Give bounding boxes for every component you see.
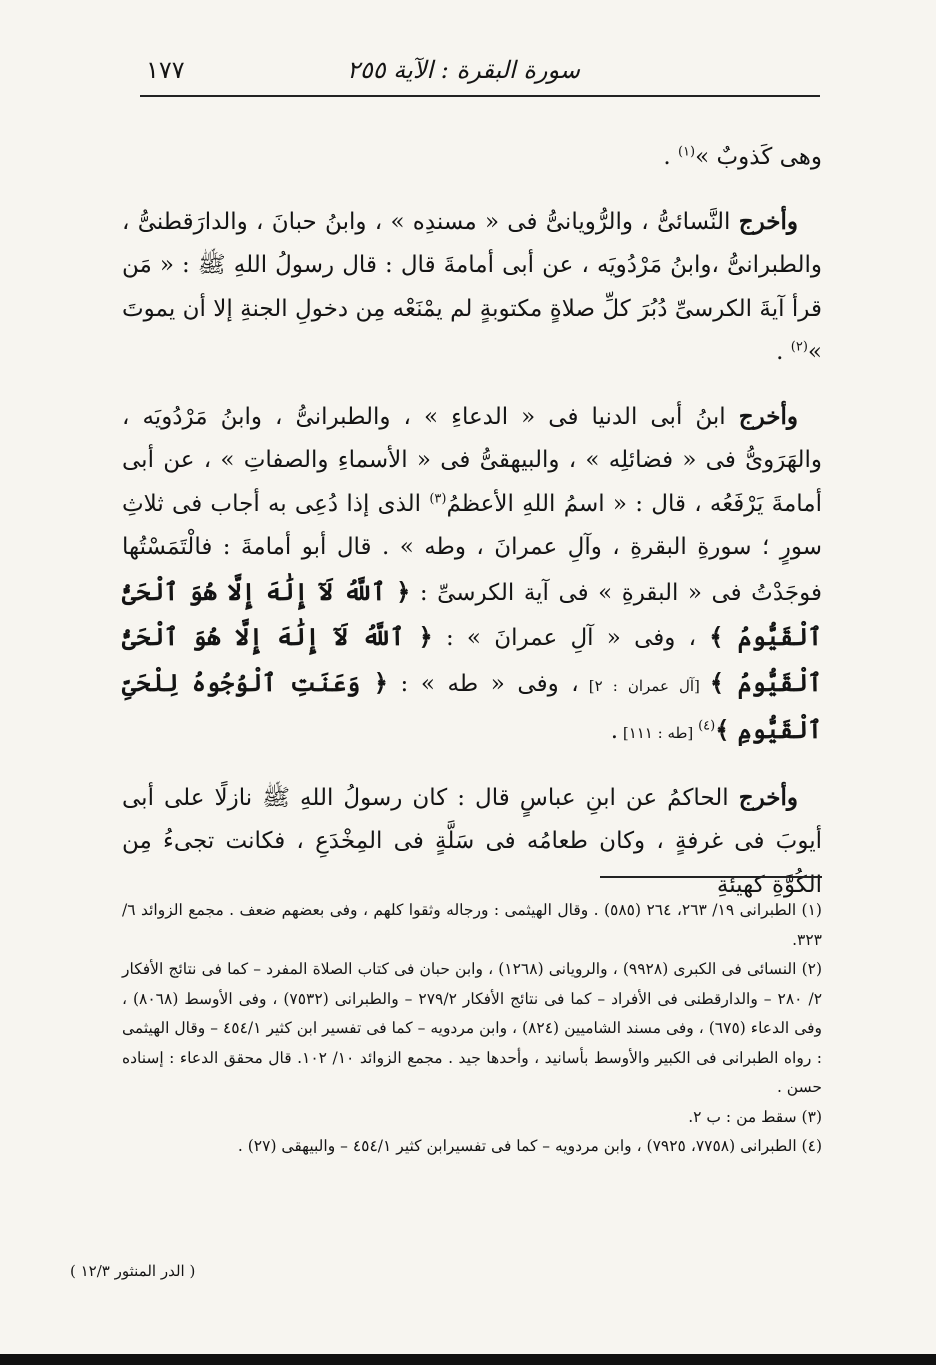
footnote-ref-1: (١) [677,144,696,160]
footnote-ref-2: (٢) [790,339,808,355]
header-rule [140,95,820,97]
paragraph-lead: وأخرج [738,207,798,235]
page-header [140,54,820,94]
footnote-1: (١) الطبرانى ١٩/ ٢٦٣، ٢٦٤ (٥٨٥) . وقال الهيثمى : ورجاله وثقوا كلهم ، وفى بعضهم ضعف . مجمع الزوائد ٦/ ٣٢٣. [122,901,822,949]
page-number: ١٧٧ [146,56,185,84]
paragraph-lead: وأخرج [738,783,798,811]
footnote-2: (٢) النسائى فى الكبرى (٩٩٢٨) ، والرويانى (١٢٦٨) ، وابن حبان فى كتاب الصلاة المفرد – كما فى نتائج الأفكار ٢/ ٢٨٠ – والدارقطنى فى الأفراد – كما فى نتائج الأفكار ٢٧٩/٢ – والطبرانى (٧٥٣٢) ، وفى الأوسط (٨٠٦٨) ، وفى الدعاء (٦٧٥) ، وفى مسند الشاميين (٨٢٤) ، وابن مردويه – كما فى تفسير ابن كثير ٤٥٤/١ – وقال الهيثمى : رواه الطبرانى فى الكبير والأوسط بأسانيد ، وأحدها جيد . مجمع الزوائد ١٠/ ١٠٢. قال محقق الدعاء : إسناده حسن . [122,960,823,1096]
running-title: سورة البقرة : الآية ٢٥٥ [346,56,580,84]
quran-verse-2: ﴿ ٱللَّهُ لَآ إِلَٰهَ إِلَّا هُوَ ٱلْحَىُّ ٱلْقَيُّومُ ﴾ [122,622,822,697]
paragraph-lead: وأخرج [738,402,798,430]
footnote-4: (٤) الطبرانى (٧٧٥٨، ٧٩٢٥) ، وابن مردويه – كما فى تفسيرابن كثير ٤٥٤/١ – والبيهقى (٢٧) . [237,1137,822,1155]
verse-reference: [آل عمران : ٢] [578,676,710,695]
footnote-ref-4: (٤) [698,718,716,734]
quran-verse-3: ﴿ وَعَنَتِ ٱلْوُجُوهُ لِلْحَىِّ ٱلْقَيُّومِ ﴾ [122,667,822,744]
footnote-rule [600,876,822,878]
footnote-ref-3: (٣) [429,490,447,506]
footnotes [122,896,822,1162]
paragraph-1: وهى كَذوبٌ »$^{(١)}$ . [663,144,822,170]
book-signature: ( الدر المنثور ١٢/٣ ) [70,1262,196,1280]
quran-verse-1: ﴿ ٱللَّهُ لَآ إِلَٰهَ إِلَّا هُوَ ٱلْحَىُّ ٱلْقَيُّومُ ﴾ [122,576,823,651]
paragraph-3: وأخرج ابنُ أبى الدنيا فى « الدعاءِ » ، والطبرانىُّ ، وابنُ مَرْدُويَه ، والهَرَوىُّ فى « فضائلِه » ، والبيهقىُّ فى « الأسماءِ والصفاتِ » ، عن أبى أمامةَ يَرْفَعُه ، قال : « اسمُ اللهِ الأعظمُ$^{(٣)}$ الذى إذا دُعِى به أجاب فى ثلاثِ سورٍ ؛ سورةِ البقرةِ ، وآلِ عمرانَ ، وطه » . قال أبو أمامةَ : فالْتَمَسْتُها فوجَدْتُ فى « البقرةِ » فى آية الكرسىِّ : ﴿ ٱللَّهُ لَآ إِلَٰهَ إِلَّا هُوَ ٱلْحَىُّ ٱلْقَيُّومُ ﴾ ، وفى « آلِ عمرانَ » : ﴿ ٱللَّهُ لَآ إِلَٰهَ إِلَّا هُوَ ٱلْحَىُّ ٱلْقَيُّومُ ﴾ [آل عمران : ٢] ، وفى « طه » : ﴿ وَعَنَتِ ٱلْوُجُوهُ لِلْحَىِّ ٱلْقَيُّومِ ﴾$^{(٤)}$ [طه : ١١١] . [122,402,823,744]
paragraph-2: وأخرج النَّسائىُّ ، والرُّويانىُّ فى « مسندِه » ، وابنُ حبانَ ، والدارَقطنىُّ ، والطبرانىُّ ،وابنُ مَرْدُويَه ، عن أبى أمامةَ قال : قال رسولُ اللهِ ﷺ : « مَن قرأ آيةَ الكرسىِّ دُبُرَ كلِّ صلاةٍ مكتوبةٍ لم يمْنَعْه مِن دخولِ الجنةِ إلا أن يموتَ »$^{(٢)}$ . [122,207,822,365]
scan-edge [0,1354,936,1365]
verse-reference: [طه : ١١١] [618,724,699,742]
footnote-3: (٣) سقط من : ب ٢. [688,1107,822,1126]
paragraph-4: وأخرج الحاكمُ عن ابنِ عباسٍ قال : كان رسولُ اللهِ ﷺ نازلًا على أبى أيوبَ فى غرفةٍ ، وكان طعامُه فى سَلَّةٍ فى المِخْدَعِ ، فكانت تجىءُ مِن الكُوَّةِ كهيئةِ [122,783,822,898]
main-text [122,136,822,927]
